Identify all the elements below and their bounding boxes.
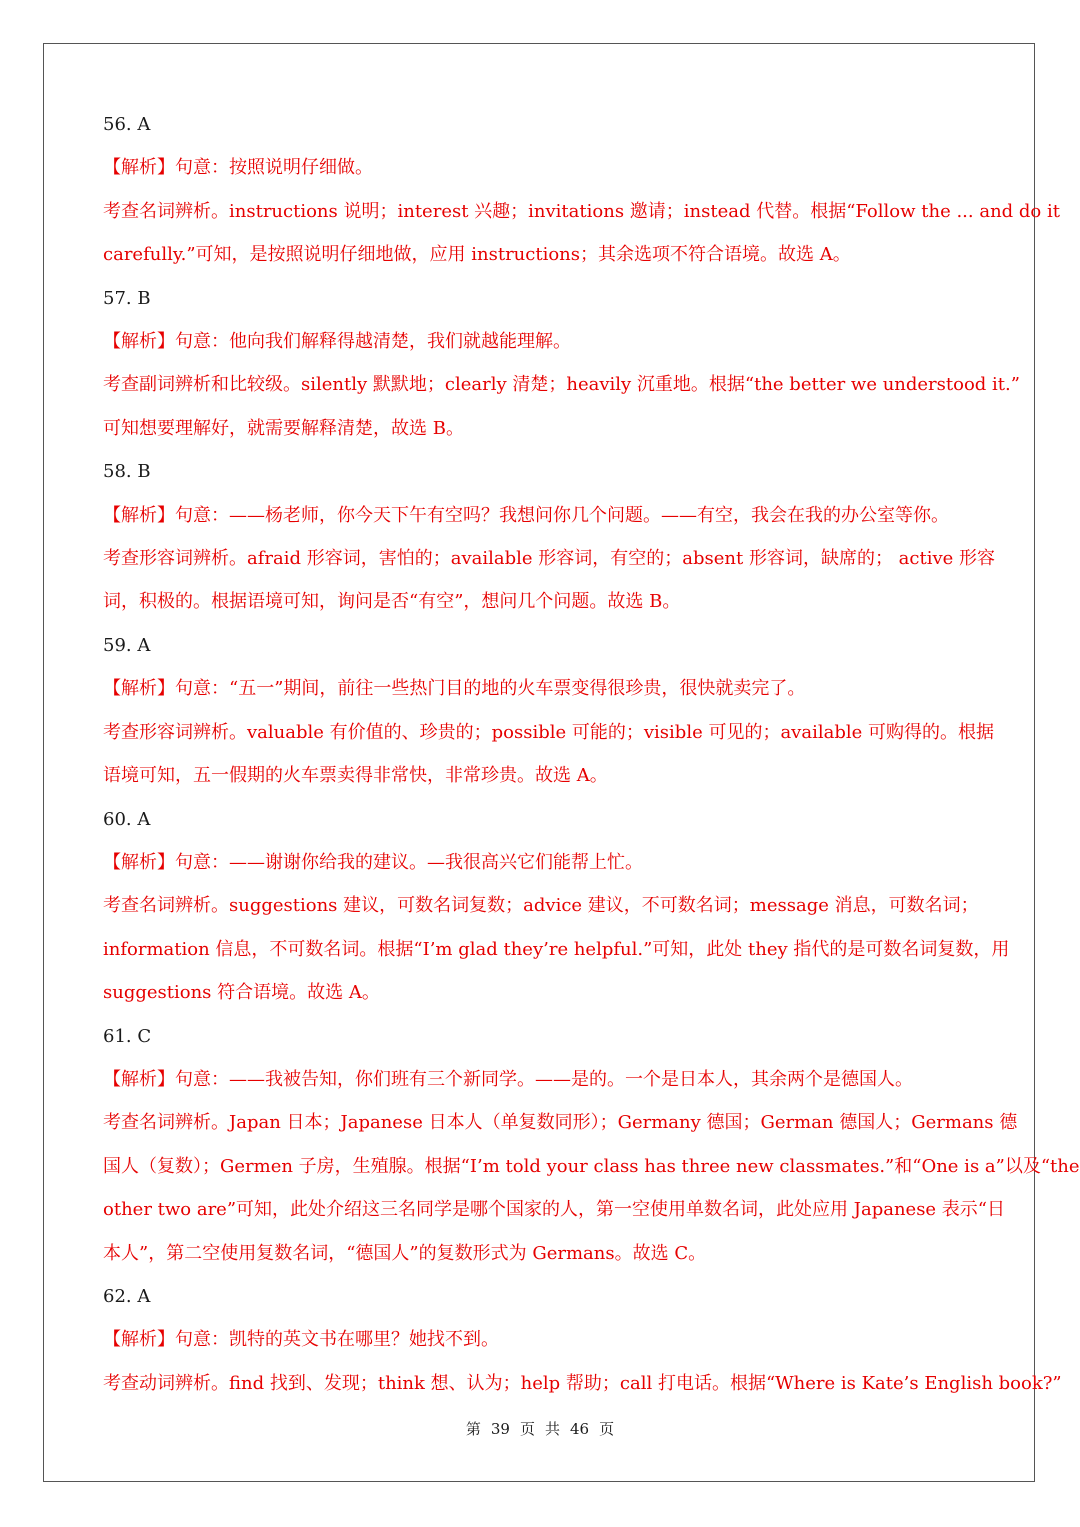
current-page-number: 39 xyxy=(490,1420,510,1438)
explanation-line: 考查名词辨析。instructions 说明；interest 兴趣；invitations 邀请；instead 代替。根据“Follow the ... and do it xyxy=(103,200,1060,222)
question-number: 56. A xyxy=(103,114,151,135)
explanation-line: 考查形容词辨析。valuable 有价值的、珍贵的；possible 可能的；visible 可见的；available 可购得的。根据 xyxy=(103,721,994,743)
footer-word: 共 xyxy=(545,1420,561,1438)
footer-word: 第 xyxy=(465,1420,481,1438)
question-number: 61. C xyxy=(103,1025,152,1047)
footer-word: 页 xyxy=(599,1420,615,1438)
explanation-line: 语境可知，五一假期的火车票卖得非常快，非常珍贵。故选 A。 xyxy=(103,765,608,787)
page-content xyxy=(103,103,1080,1405)
explanation-line: 词，积极的。根据语境可知，询问是否“有空”，想问几个问题。故选 B。 xyxy=(103,591,681,613)
explanation-line: 【解析】句意：凯特的英文书在哪里？她找不到。 xyxy=(103,1329,499,1351)
explanation-line: 【解析】句意：——我被告知，你们班有三个新同学。——是的。一个是日本人，其余两个是德国人。 xyxy=(103,1068,913,1090)
explanation-line: 国人（复数）；Germen 子房，生殖腺。根据“I’m told your class has three new classmates.”和“One is a”以及“the xyxy=(103,1155,1080,1177)
question-number: 58. B xyxy=(103,461,151,483)
footer-word: 页 xyxy=(519,1420,535,1438)
explanation-line: information 信息，不可数名词。根据“I’m glad they’re helpful.”可知，此处 they 指代的是可数名词复数，用 xyxy=(103,938,1010,960)
explanation-line: suggestions 符合语境。故选 A。 xyxy=(103,982,380,1004)
explanation-line: 【解析】句意：“五一”期间，前往一些热门目的地的火车票变得很珍贵，很快就卖完了。 xyxy=(103,678,806,700)
explanation-line: 【解析】句意：——谢谢你给我的建议。—我很高兴它们能帮上忙。 xyxy=(103,851,643,873)
question-number: 62. A xyxy=(103,1285,151,1307)
question-number: 57. B xyxy=(103,287,151,309)
explanation-line: 【解析】句意：他向我们解释得越清楚，我们就越能理解。 xyxy=(103,331,571,353)
page-footer xyxy=(0,1418,1080,1439)
explanation-line: 考查形容词辨析。afraid 形容词，害怕的；available 形容词，有空的；absent 形容词，缺席的； active 形容 xyxy=(103,548,996,570)
explanation-line: 考查名词辨析。Japan 日本；Japanese 日本人（单复数同形）；Germany 德国；German 德国人；Germans 德 xyxy=(103,1112,1018,1134)
explanation-line: 本人”，第二空使用复数名词，“德国人”的复数形式为 Germans。故选 C。 xyxy=(103,1242,707,1264)
total-page-number: 46 xyxy=(570,1420,590,1438)
explanation-line: 可知想要理解好，就需要解释清楚，故选 B。 xyxy=(103,417,464,439)
question-number: 59. A xyxy=(103,634,151,656)
question-number: 60. A xyxy=(103,808,151,830)
explanation-line: other two are”可知，此处介绍这三名同学是哪个国家的人，第一空使用单数名词，此处应用 Japanese 表示“日 xyxy=(103,1199,1006,1221)
explanation-line: 考查名词辨析。suggestions 建议，可数名词复数；advice 建议，不可数名词；message 消息，可数名词； xyxy=(103,895,979,917)
explanation-line: 【解析】句意：按照说明仔细做。 xyxy=(103,157,373,179)
explanation-line: 考查副词辨析和比较级。silently 默默地；clearly 清楚；heavily 沉重地。根据“the better we understood it.” xyxy=(103,374,1020,396)
explanation-line: 考查动词辨析。find 找到、发现；think 想、认为；help 帮助；call 打电话。根据“Where is Kate’s English book?” xyxy=(103,1372,1062,1394)
explanation-line: carefully.”可知，是按照说明仔细地做，应用 instructions；其余选项不符合语境。故选 A。 xyxy=(103,244,851,266)
explanation-line: 【解析】句意：——杨老师，你今天下午有空吗？我想问你几个问题。——有空，我会在我的办公室等你。 xyxy=(103,504,949,526)
